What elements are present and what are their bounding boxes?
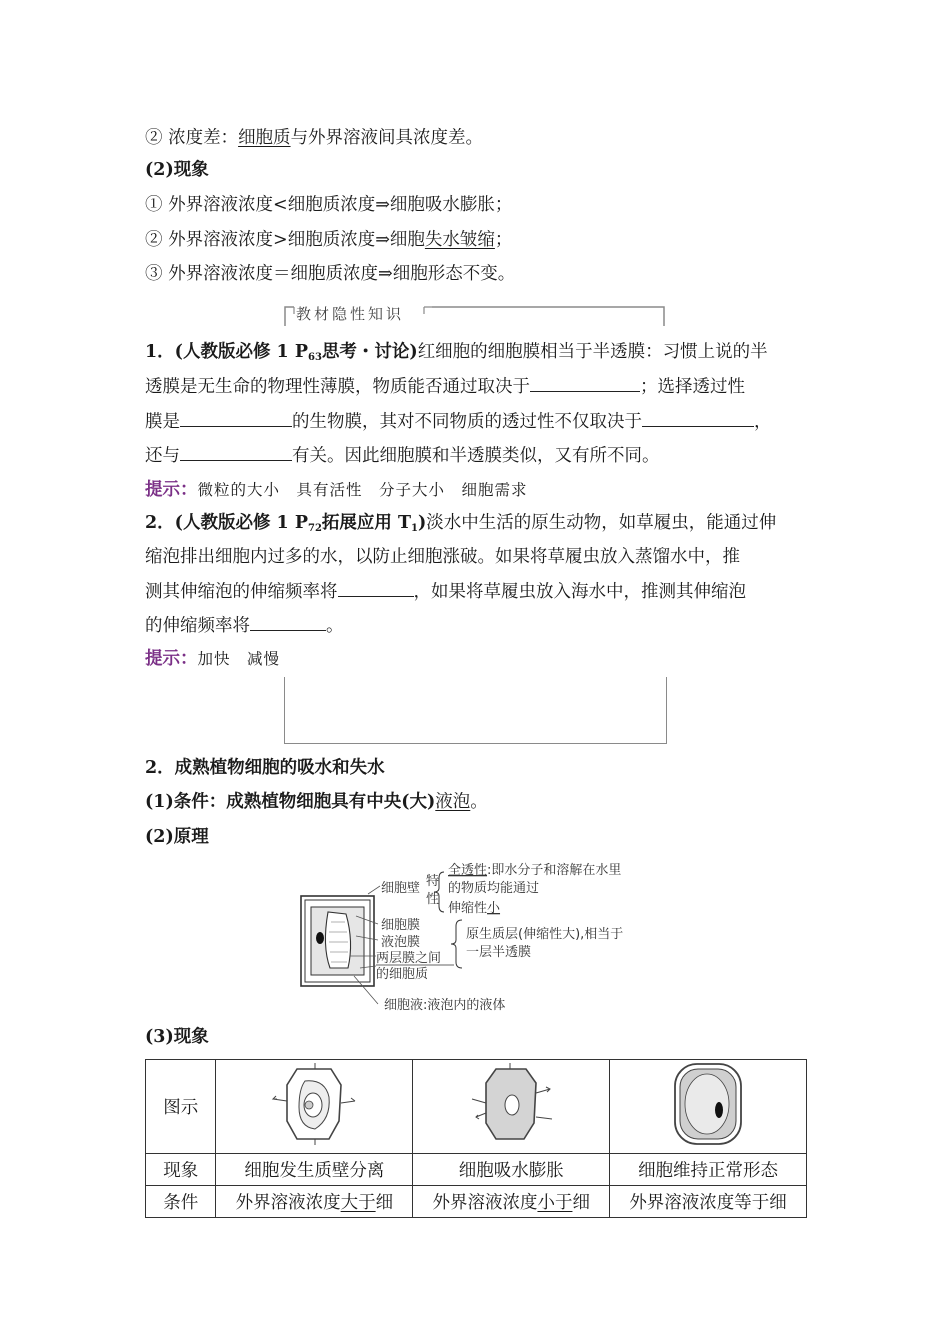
q1-line-4 [145, 443, 660, 468]
q1-page: 63 [307, 352, 322, 363]
table-row [146, 1154, 807, 1186]
hint-answers: 加快 减慢 [197, 650, 281, 668]
answer-blank[interactable] [530, 374, 640, 392]
underlined-answer: 细胞质 [238, 128, 291, 148]
text: ； [494, 230, 513, 250]
underlined-answer: 液泡 [435, 792, 471, 812]
text: ， [754, 412, 772, 432]
q2-source: 2．(人教版必修 1 P [145, 513, 308, 533]
label-protoplast-2: 一层半透膜 [466, 945, 532, 960]
label-membrane: 细胞膜 [381, 918, 421, 933]
label-tonoplast: 液泡膜 [381, 935, 421, 950]
label-te: 特 [426, 874, 440, 889]
line-phenomenon-3: ③ 外界溶液浓度＝细胞质浓度⇒细胞形态不变。 [145, 264, 516, 284]
label-cell-wall: 细胞壁 [381, 881, 421, 896]
text: 淡水中生活的原生动物，如草履虫，能通过伸 [426, 513, 777, 533]
section-title: 2．成熟植物细胞的吸水和失水 [145, 758, 385, 778]
q1-line-2 [145, 374, 745, 399]
principle-heading: (2)原理 [145, 827, 209, 847]
label-protoplast-1: 原生质层(伸缩性大),相当于 [466, 927, 624, 942]
swelling-cell-icon [466, 1063, 556, 1145]
answer-blank[interactable] [338, 579, 414, 597]
table-row [146, 1060, 807, 1154]
hint-answers: 微粒的大小 具有活性 分子大小 细胞需求 [197, 481, 528, 499]
q2-paren: ) [418, 513, 427, 533]
line-phenomenon-1: ① 外界溶液浓度<细胞质浓度⇒细胞吸水膨胀； [145, 195, 513, 215]
knowledge-box-footer [284, 677, 667, 744]
hint-label: 提示： [145, 649, 198, 669]
text: (1)条件：成熟植物细胞具有中央(大) [145, 792, 436, 812]
table-row [146, 1186, 807, 1218]
label-full-b: :即水分子和溶解在水里 [487, 863, 622, 878]
text: 。 [470, 792, 488, 812]
text: 与外界溶液间具浓度差。 [290, 128, 484, 148]
condition-cell [610, 1186, 807, 1218]
q2-line-2: 缩泡排出细胞内过多的水，以防止细胞涨破。如果将草履虫放入蒸馏水中，推 [145, 547, 740, 567]
condition-cell [413, 1186, 610, 1218]
phenomenon-cell: 细胞发生质壁分离 [216, 1154, 413, 1186]
text: 的伸缩频率将 [145, 616, 250, 636]
underlined-answer: 失水皱缩 [424, 230, 495, 250]
cell-swelling-diagram [413, 1060, 610, 1154]
phenomenon-table [145, 1059, 807, 1218]
line-phenomenon-2 [145, 228, 512, 252]
text: 外界溶液浓度等于细 [629, 1193, 787, 1213]
answer-blank[interactable] [180, 409, 292, 427]
plant-cell-diagram [298, 856, 668, 1016]
text: 细 [375, 1193, 394, 1213]
hint-label: 提示： [145, 480, 198, 500]
row-label-condition: 条件 [146, 1186, 216, 1218]
text: ；选择透过性 [640, 377, 745, 397]
condition-line [145, 790, 488, 814]
condition-cell [216, 1186, 413, 1218]
q2-task-number: 1 [411, 523, 418, 534]
phenomenon-cell: 细胞维持正常形态 [610, 1154, 807, 1186]
answer-blank[interactable] [250, 613, 326, 631]
text: 膜是 [145, 412, 180, 432]
text: 有关。因此细胞膜和半透膜类似，又有所不同。 [292, 446, 660, 466]
heading-phenomenon: (2)现象 [145, 160, 209, 180]
brace-icon [451, 920, 462, 968]
text: 外界溶液浓度 [432, 1193, 538, 1213]
q2-line-1 [145, 511, 776, 541]
label-stretch-a: 伸缩性 [448, 901, 488, 916]
label-cell-sap: 细胞液:液泡内的液体 [384, 998, 506, 1013]
q2-line-3 [145, 579, 746, 604]
box-title: 教材隐性知识 [296, 305, 405, 323]
underlined-answer: 大于 [340, 1193, 376, 1213]
text: 的生物膜，其对不同物质的透过性不仅取决于 [292, 412, 642, 432]
hint-1 [145, 478, 528, 502]
q1-line-3 [145, 409, 772, 434]
q1-source: 1．(人教版必修 1 P [145, 342, 308, 362]
text: 外界溶液浓度 [235, 1193, 341, 1213]
normal-cell-icon [663, 1060, 753, 1148]
nucleus [316, 932, 324, 944]
text: 还与 [145, 446, 180, 466]
text: 透膜是无生命的物理性薄膜，物质能否通过取决于 [145, 377, 530, 397]
text: ，如果将草履虫放入海水中，推测其伸缩泡 [413, 582, 746, 602]
row-label-diagram: 图示 [146, 1060, 216, 1154]
text: 红细胞的细胞膜相当于半透膜：习惯上说的半 [417, 342, 768, 362]
plasmolysis-cell-icon [269, 1063, 359, 1145]
knowledge-box-header [284, 306, 665, 326]
row-label-phenomenon: 现象 [146, 1154, 216, 1186]
label-stretch [448, 900, 501, 916]
q1-source-tail: 思考・讨论) [321, 342, 418, 362]
q2-source-tail: 拓展应用 T [321, 513, 412, 533]
q2-line-4 [145, 613, 344, 638]
phenomenon-cell: 细胞吸水膨胀 [413, 1154, 610, 1186]
label-full-2: 的物质均能通过 [448, 881, 540, 896]
vacuole [325, 912, 350, 968]
text: 测其伸缩泡的伸缩频率将 [145, 582, 338, 602]
answer-blank[interactable] [180, 443, 292, 461]
cell-plasmolysis-diagram [216, 1060, 413, 1154]
text: 。 [326, 616, 344, 636]
underlined-answer: 小于 [537, 1193, 573, 1213]
hint-2 [145, 647, 280, 671]
text: ② 外界溶液浓度>细胞质浓度⇒细胞 [145, 230, 425, 250]
label-xing: 性 [426, 892, 440, 907]
label-between-2: 的细胞质 [376, 967, 429, 982]
cell-normal-diagram [610, 1060, 807, 1154]
label-full-a: 全透性 [448, 863, 488, 878]
q1-line-1 [145, 340, 768, 370]
answer-blank[interactable] [642, 409, 754, 427]
label-between-1: 两层膜之间 [376, 951, 442, 966]
label-stretch-b: 小 [487, 901, 501, 916]
text: 细 [572, 1193, 590, 1213]
q2-page: 72 [307, 523, 322, 534]
label-full-permeability [448, 862, 621, 878]
line-concentration-difference [145, 126, 483, 150]
phenomenon-heading: (3)现象 [145, 1027, 209, 1047]
text: ② 浓度差： [145, 128, 239, 148]
